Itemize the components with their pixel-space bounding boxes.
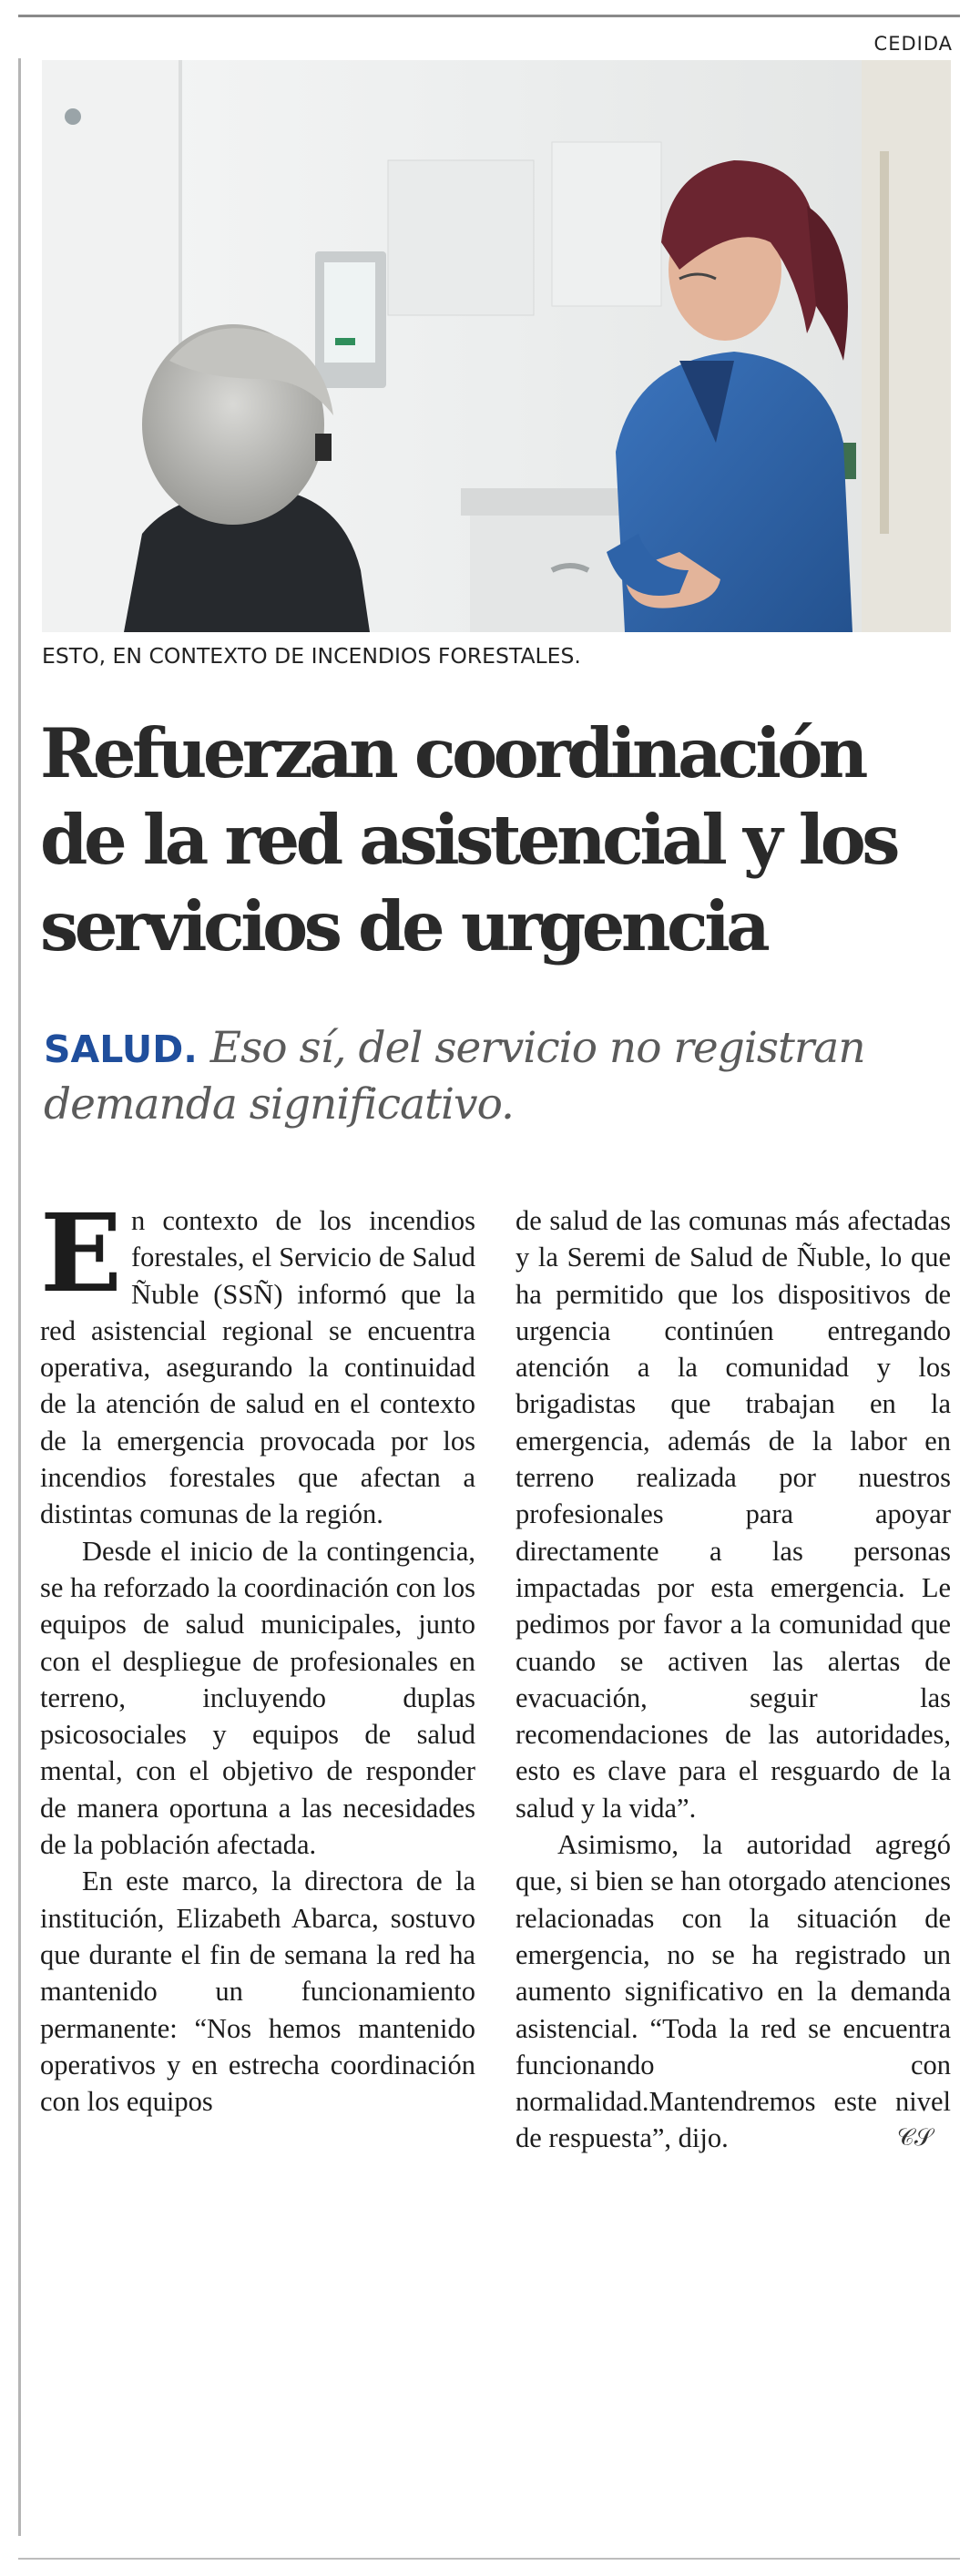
article-column-right [516, 1202, 951, 2157]
kicker-label: SALUD. [44, 1027, 198, 1071]
kicker-text-2: demanda significativo. [44, 1079, 514, 1130]
article-paragraph-1-text: n contexto de los incendios forestales, el Servicio de Salud Ñuble (SSÑ) informó que la red asistencial regional se encuentra operativa, asegurando la continuidad de la atención de salud en el contexto de la emergencia provocada por los incendios forestales que afectan a distintas comunas de la región. [40, 1205, 475, 1530]
article-photo [42, 60, 951, 632]
article-paragraph-4: de salud de las comunas más afectadas y la Seremi de Salud de Ñuble, lo que ha permitido que los dispositivos de urgencia continúen entregando atención a la comunidad y los brigadistas que trabajan en la emergencia, además de la labor en terreno realizada por nuestros profesionales para apoyar directamente a las personas impactadas por esta emergencia. Le pedimos por favor a la comunidad que cuando se activen las alertas de evacuación, seguir las recomendaciones de las autoridades, esto es clave para el resguardo de la salud y la vida”. [516, 1205, 951, 1824]
end-mark-icon: 𝒞𝒮 [896, 2124, 933, 2152]
headline-line-2: de la red asistencial y los [40, 800, 896, 880]
headline [40, 710, 960, 970]
drop-cap: E [40, 1190, 122, 1316]
kicker-line-2 [44, 1077, 964, 1133]
left-rule [18, 58, 21, 2536]
headline-line-1: Refuerzan coordinación [40, 713, 864, 793]
article-paragraph-5 [516, 1826, 951, 2157]
headline-line-3: servicios de urgencia [40, 886, 767, 966]
photo-credit: CEDIDA [873, 33, 953, 55]
bottom-rule [18, 2558, 960, 2560]
kicker-text-1: Eso sí, del servicio no registran [209, 1023, 865, 1073]
article-column-left [40, 1190, 475, 2120]
photo-caption: ESTO, EN CONTEXTO DE INCENDIOS FORESTALES. [42, 643, 581, 669]
top-rule [18, 15, 960, 17]
article-paragraph-5-text: Asimismo, la autoridad agregó que, si bien se han otorgado atenciones relacionadas con la situación de emergencia, no se ha registrado un aumento significativo en la demanda asistencial. “Toda la red se encuentra funcionando con normalidad.Mantendremos este nivel de respuesta”, dijo. [516, 1829, 951, 2154]
article-paragraph-3: En este marco, la directora de la institución, Elizabeth Abarca, sostuvo que durante el fin de semana la red ha mantenido un funcionamiento permanente: “Nos hemos mantenido operativos y en estrecha coordinación con los equipos [40, 1866, 475, 2118]
article-paragraph-1 [40, 1190, 475, 1533]
kicker-line-1 [44, 1020, 964, 1078]
article-paragraph-2: Desde el inicio de la contingencia, se ha reforzado la coordinación con los equipos de salud municipales, junto con el despliegue de profesionales en terreno, incluyendo duplas psicosociales y equipos de salud mental, con el objetivo de responder de manera oportuna a las necesidades de la población afectada. [40, 1535, 475, 1861]
